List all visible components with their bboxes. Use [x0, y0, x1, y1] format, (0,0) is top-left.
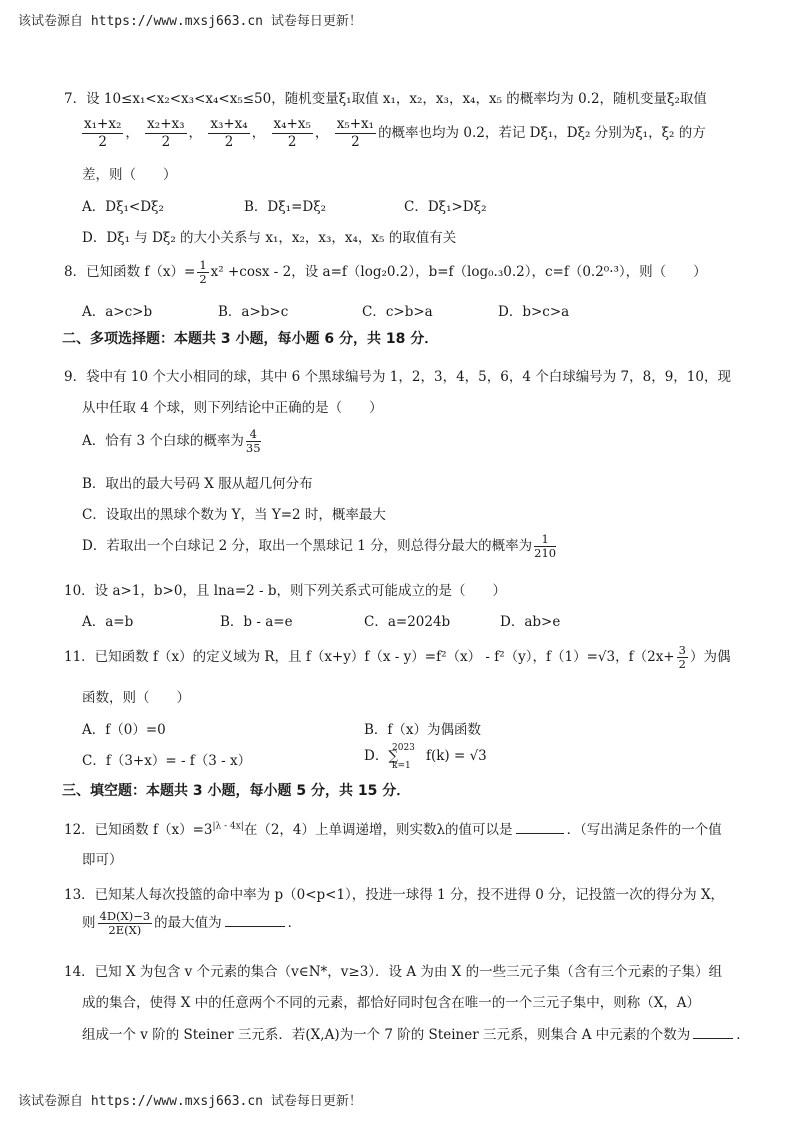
q9-option-c: C．设取出的黑球个数为 Y，当 Y=2 时，概率最大 — [82, 507, 386, 523]
q7-fraction-row: $\frac{\text{x₁+x₂}}{2}$ ， $\frac{\text{x₂+x₃}}{2}$ ， $\frac{\text{x₃+x₄}}{2}$ ， $\frac{\text{x₄+x₅}}{2}$ ， $\frac{\text{x₅+x₁}}{2}$ 的概率也均为 0.2，若记 Dξ₁，Dξ₂ 分别为ξ₁，ξ₂ 的方 — [84, 116, 706, 150]
q9-option-b: B．取出的最大号码 X 服从超几何分布 — [82, 476, 313, 492]
q14-line1: 14．已知 X 为包含 v 个元素的集合（v∈N*，v≥3）．设 A 为由 X 的一些三元子集（含有三个元素的子集）组 — [64, 964, 723, 980]
q7-option-b: B．Dξ₁=Dξ₂ — [244, 199, 327, 215]
q10-option-c: C．a=2024b — [364, 614, 451, 630]
q11-option-a: A．f（0）=0 — [82, 722, 166, 738]
q9-frac-4-35: $\frac{4}{35}$ — [245, 427, 261, 455]
q8-option-a: A．a>c>b — [82, 304, 153, 320]
page-footer-banner: 该试卷源自 https://www.mxsj663.cn 试卷每日更新！ — [18, 1094, 362, 1109]
q14-line2: 成的集合，使得 X 中的任意两个不同的元素，都恰好同时包含在唯一的一个三元子集中，则称（X，A） — [82, 995, 701, 1011]
q7-frac-1: $\frac{\text{x₁+x₂}}{2}$ — [84, 116, 122, 150]
section-heading-3: 三、填空题：本题共 3 小题，每小题 5 分，共 15 分． — [62, 783, 411, 799]
q12-stem: 12．已知函数 $f(x)=3^{|\lambda - 4x|}$在（2，4）上单调递增，则实数λ的值可以是 ．（写出满足条件的一个值 — [64, 821, 722, 838]
q13-line1: 13．已知某人每次投篮的命中率为 p（0<p<1），投进一球得 1 分，投不进得 0 分，记投篮一次的得分为 X， — [64, 887, 725, 903]
q11-option-b: B．f（x）为偶函数 — [364, 722, 482, 738]
q11-option-c: C．f（3+x）= - f（3 - x） — [82, 753, 252, 769]
q9-option-d: D．若取出一个白球记 2 分，取出一个黑球记 1 分，则总得分最大的概率为 $\frac{1}{210}$ — [82, 532, 557, 560]
q7-line2-tail: 的概率也均为 0.2，若记 Dξ₁，Dξ₂ 分别为ξ₁，ξ₂ 的方 — [378, 125, 706, 141]
q10-stem: 10．设 a>1，b>0，且 lna=2 - b，则下列关系式可能成立的是（ ） — [64, 583, 506, 599]
q7-line3: 差，则（ ） — [82, 167, 177, 183]
q7-frac-5: $\frac{\text{x₅+x₁}}{2}$ — [336, 116, 375, 150]
q7-option-a: A．Dξ₁<Dξ₂ — [82, 199, 164, 215]
q11-option-d: D．∑ 2023 k=1 f(k) = √3 — [364, 743, 487, 771]
q8-option-b: B．a>b>c — [218, 304, 289, 320]
q10-option-b: B．b - a=e — [220, 614, 293, 630]
q7-option-c: C．Dξ₁>Dξ₂ — [404, 199, 487, 215]
q7-frac-2: $\frac{\text{x₂+x₃}}{2}$ — [147, 116, 185, 150]
q14-line3: 组成一个 v 阶的 Steiner 三元系．若(X,A)为一个 7 阶的 Steiner 三元系，则集合 A 中元素的个数为 ． — [82, 1027, 750, 1043]
q12-line2: 即可） — [82, 852, 123, 868]
q11-frac-3-2: $\frac{3}{2}$ — [678, 643, 686, 671]
q9-option-a: A．恰有 3 个白球的概率为 $\frac{4}{35}$ — [82, 427, 261, 455]
q9-frac-1-210: $\frac{1}{210}$ — [534, 532, 557, 560]
page-header-banner: 该试卷源自 https://www.mxsj663.cn 试卷每日更新！ — [18, 14, 362, 29]
q7-frac-4: $\frac{\text{x₄+x₅}}{2}$ — [273, 116, 311, 150]
section-heading-2: 二、多项选择题：本题共 3 小题，每小题 6 分，共 18 分． — [62, 331, 439, 347]
q12-exponent: |λ - 4x| — [212, 821, 244, 832]
q9-line1: 9．袋中有 10 个大小相同的球，其中 6 个黑球编号为 1，2，3，4，5，6，4 个白球编号为 7，8，9，10，现 — [64, 369, 731, 385]
q11-stem: 11．已知函数 f（x）的定义域为 R，且 f（x+y）f（x - y）=f²（x） - f²（y），f（1）=√3，f（2x+ $\frac{3}{2}$ ）为偶 — [64, 643, 731, 671]
q13-frac-expression: $\frac{4D(X)-3}{2E(X)}$ — [99, 909, 151, 937]
q9-line2: 从中任取 4 个球，则下列结论中正确的是（ ） — [82, 400, 383, 416]
q7-line1: 7．设 10≤x₁<x₂<x₃<x₄<x₅≤50，随机变量ξ₁取值 x₁，x₂，x₃，x₄，x₅ 的概率均为 0.2，随机变量ξ₂取值 — [64, 91, 707, 107]
q10-option-d: D．ab>e — [500, 614, 561, 630]
q8-option-d: D．b>c>a — [498, 304, 570, 320]
q12-answer-blank[interactable] — [516, 821, 564, 834]
q14-answer-blank[interactable] — [693, 1026, 733, 1039]
q7-option-d: D．Dξ₁ 与 Dξ₂ 的大小关系与 x₁，x₂，x₃，x₄，x₅ 的取值有关 — [82, 230, 457, 246]
q8-option-c: C．c>b>a — [362, 304, 433, 320]
q10-option-a: A．a=b — [82, 614, 134, 630]
q11-line2: 函数，则（ ） — [82, 690, 190, 706]
q8-frac-half: $\frac{1}{2}$ — [199, 258, 207, 286]
q8-stem: 8．已知函数 f（x）= $\frac{1}{2}$ x² +cosx - 2，设 a=f（log₂0.2），b=f（log₀.₃0.2），c=f（0.2⁰·³），则（ ） — [64, 258, 707, 286]
q7-frac-3: $\frac{\text{x₃+x₄}}{2}$ — [210, 116, 248, 150]
q13-answer-blank[interactable] — [225, 914, 285, 927]
q13-line2: 则 $\frac{4D(X)-3}{2E(X)}$ 的最大值为 ． — [82, 909, 302, 937]
